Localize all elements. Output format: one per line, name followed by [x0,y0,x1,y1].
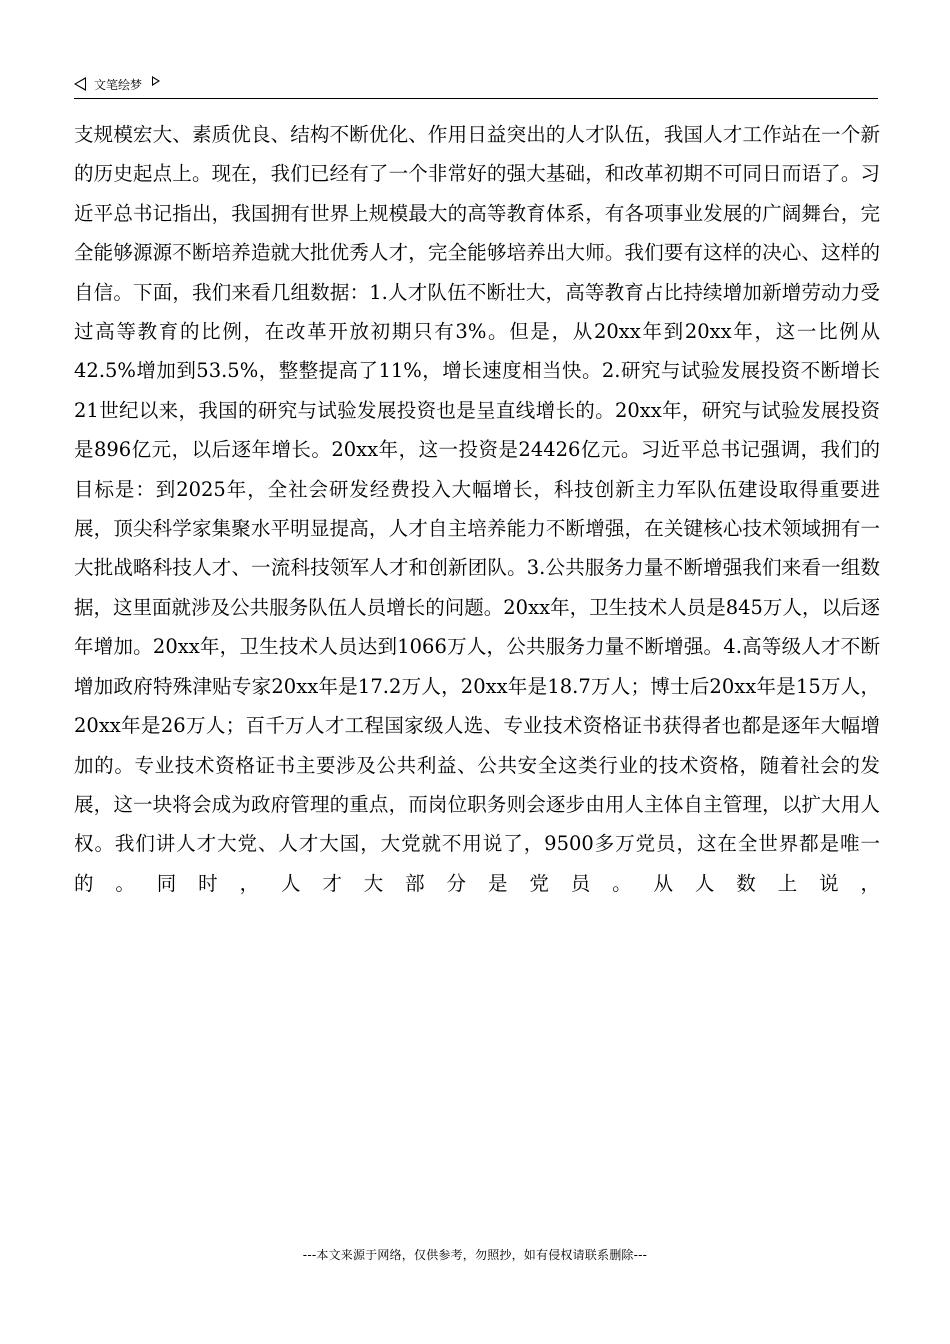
document-body: 支规模宏大、素质优良、结构不断优化、作用日益突出的人才队伍，我国人才工作站在一个新的历史起点上。现在，我们已经有了一个非常好的强大基础，和改革初期不可同日而语了。习近平总书记指出，我国拥有世界上规模最大的高等教育体系，有各项事业发展的广阔舞台，完全能够源源不断培养造就大批优秀人才，完全能够培养出大师。我们要有这样的决心、这样的自信。下面，我们来看几组数据：1.人才队伍不断壮大，高等教育占比持续增加新增劳动力受过高等教育的比例，在改革开放初期只有3%。但是，从20xx年到20xx年，这一比例从42.5%增加到53.5%，整整提高了11%，增长速度相当快。2.研究与试验发展投资不断增长21世纪以来，我国的研究与试验发展投资也是呈直线增长的。20xx年，研究与试验发展投资是896亿元，以后逐年增长。20xx年，这一投资是24426亿元。习近平总书记强调，我们的目标是：到2025年，全社会研发经费投入大幅增长，科技创新主力军队伍建设取得重要进展，顶尖科学家集聚水平明显提高，人才自主培养能力不断增强，在关键核心技术领域拥有一大批战略科技人才、一流科技领军人才和创新团队。3.公共服务力量不断增强我们来看一组数据，这里面就涉及公共服务队伍人员增长的问题。20xx年，卫生技术人员是845万人，以后逐年增加。20xx年，卫生技术人员达到1066万人，公共服务力量不断增强。4.高等级人才不断增加政府特殊津贴专家20xx年是17.2万人，20xx年是18.7万人；博士后20xx年是15万人，20xx年是26万人；百千万人才工程国家级人选、专业技术资格证书获得者也都是逐年大幅增加的。专业技术资格证书主要涉及公共利益、公共安全这类行业的技术资格，随着社会的发展，这一块将会成为政府管理的重点，而岗位职务则会逐步由用人主体自主管理，以扩大用人权。我们讲人才大党、人才大国，大党就不用说了，9500多万党员，这在全世界都是唯一的。同时，人才大部分是党员。从人数上说， [74,123,880,895]
triangle-left-icon [74,77,86,91]
page-header [74,74,878,99]
triangle-right-icon [152,76,160,86]
page-footer: ---本文来源于网络，仅供参考，勿照抄，如有侵权请联系删除--- [302,1248,648,1262]
header-brand: 文笔绘梦 [94,77,143,92]
